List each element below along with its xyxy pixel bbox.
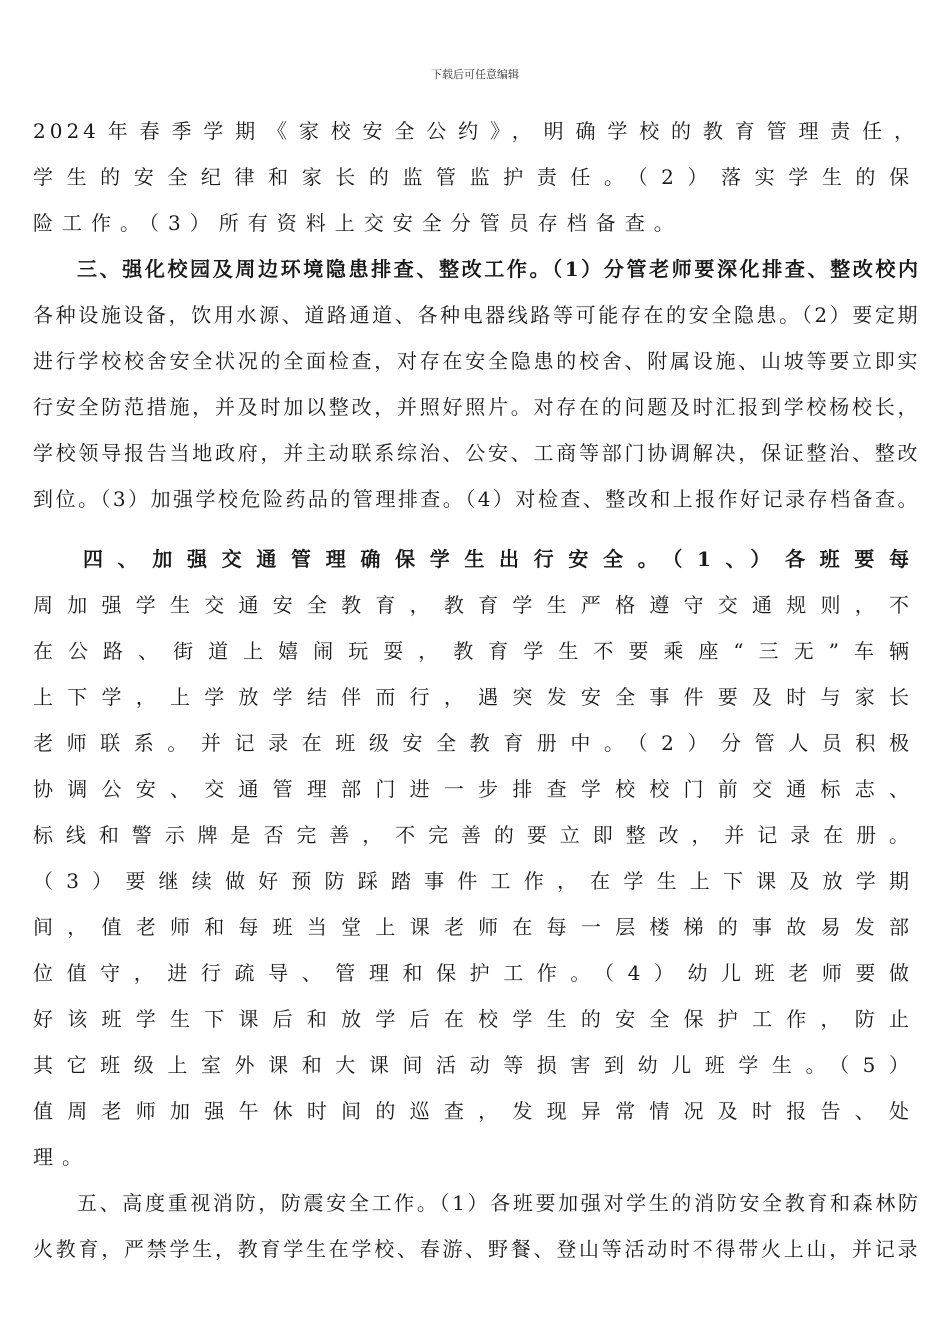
- section-heading-line: 五、高度重视消防，防震安全工作。（1）各班要加强对学生的消防安全教育和森林防: [77, 1191, 918, 1215]
- text-line: 间，值老师和每班当堂上课老师在每一层楼梯的事故易发部: [33, 915, 918, 939]
- section-heading-line: 三、强化校园及周边环境隐患排查、整改工作。（1）分管老师要深化排查、整改校内: [77, 257, 918, 281]
- text-line: 行安全防范措施，并及时加以整改，并照好照片。对存在的问题及时汇报到学校杨校长，: [33, 395, 918, 419]
- text-line: 学生的安全纪律和家长的监管监护责任。（2）落实学生的保: [33, 165, 918, 189]
- text-line: 2024年春季学期《家校安全公约》，明确学校的教育管理责任，: [33, 119, 918, 143]
- text-line: 到位。（3）加强学校危险药品的管理排查。（4）对检查、整改和上报作好记录存档备查。: [33, 487, 918, 511]
- text-line: （3）要继续做好预防踩踏事件工作，在学生上下课及放学期: [33, 869, 918, 893]
- text-line: 理。: [33, 1145, 91, 1169]
- text-line: 老师联系。并记录在班级安全教育册中。（2）分管人员积极: [33, 731, 918, 755]
- text-line: 位值守，进行疏导、管理和保护工作。（4）幼儿班老师要做: [33, 961, 918, 985]
- section-heading-line: 四、加强交通管理确保学生出行安全。（1、）各班要每: [83, 547, 918, 571]
- document-body: [33, 108, 918, 1272]
- text-line: 火教育，严禁学生，教育学生在学校、春游、野餐、登山等活动时不得带火上山，并记录: [33, 1237, 918, 1261]
- text-line: 上下学，上学放学结伴而行，遇突发安全事件要及时与家长: [33, 685, 918, 709]
- text-line: 学校领导报告当地政府，并主动联系综治、公安、工商等部门协调解决，保证整治、整改: [33, 441, 918, 465]
- text-line: 值周老师加强午休时间的巡查，发现异常情况及时报告、处: [33, 1099, 918, 1123]
- page-header: 下载后可任意编辑: [431, 68, 519, 81]
- text-line: 标线和警示牌是否完善，不完善的要立即整改，并记录在册。: [33, 823, 918, 847]
- text-line: 险工作。（3）所有资料上交安全分管员存档备查。: [33, 211, 683, 235]
- text-line: 协调公安、交通管理部门进一步排查学校校门前交通标志、: [33, 777, 918, 801]
- text-line: 其它班级上室外课和大课间活动等损害到幼儿班学生。（5）: [33, 1053, 918, 1077]
- text-line: 好该班学生下课后和放学后在校学生的安全保护工作，防止: [33, 1007, 918, 1031]
- text-line: 周加强学生交通安全教育，教育学生严格遵守交通规则，不: [33, 593, 918, 617]
- text-line: 进行学校校舍安全状况的全面检查，对存在安全隐患的校舍、附属设施、山坡等要立即实: [33, 349, 918, 373]
- text-line: 在公路、街道上嬉闹玩耍，教育学生不要乘座“三无”车辆: [33, 639, 918, 663]
- text-line: 各种设施设备，饮用水源、道路通道、各种电器线路等可能存在的安全隐患。（2）要定期: [33, 303, 918, 327]
